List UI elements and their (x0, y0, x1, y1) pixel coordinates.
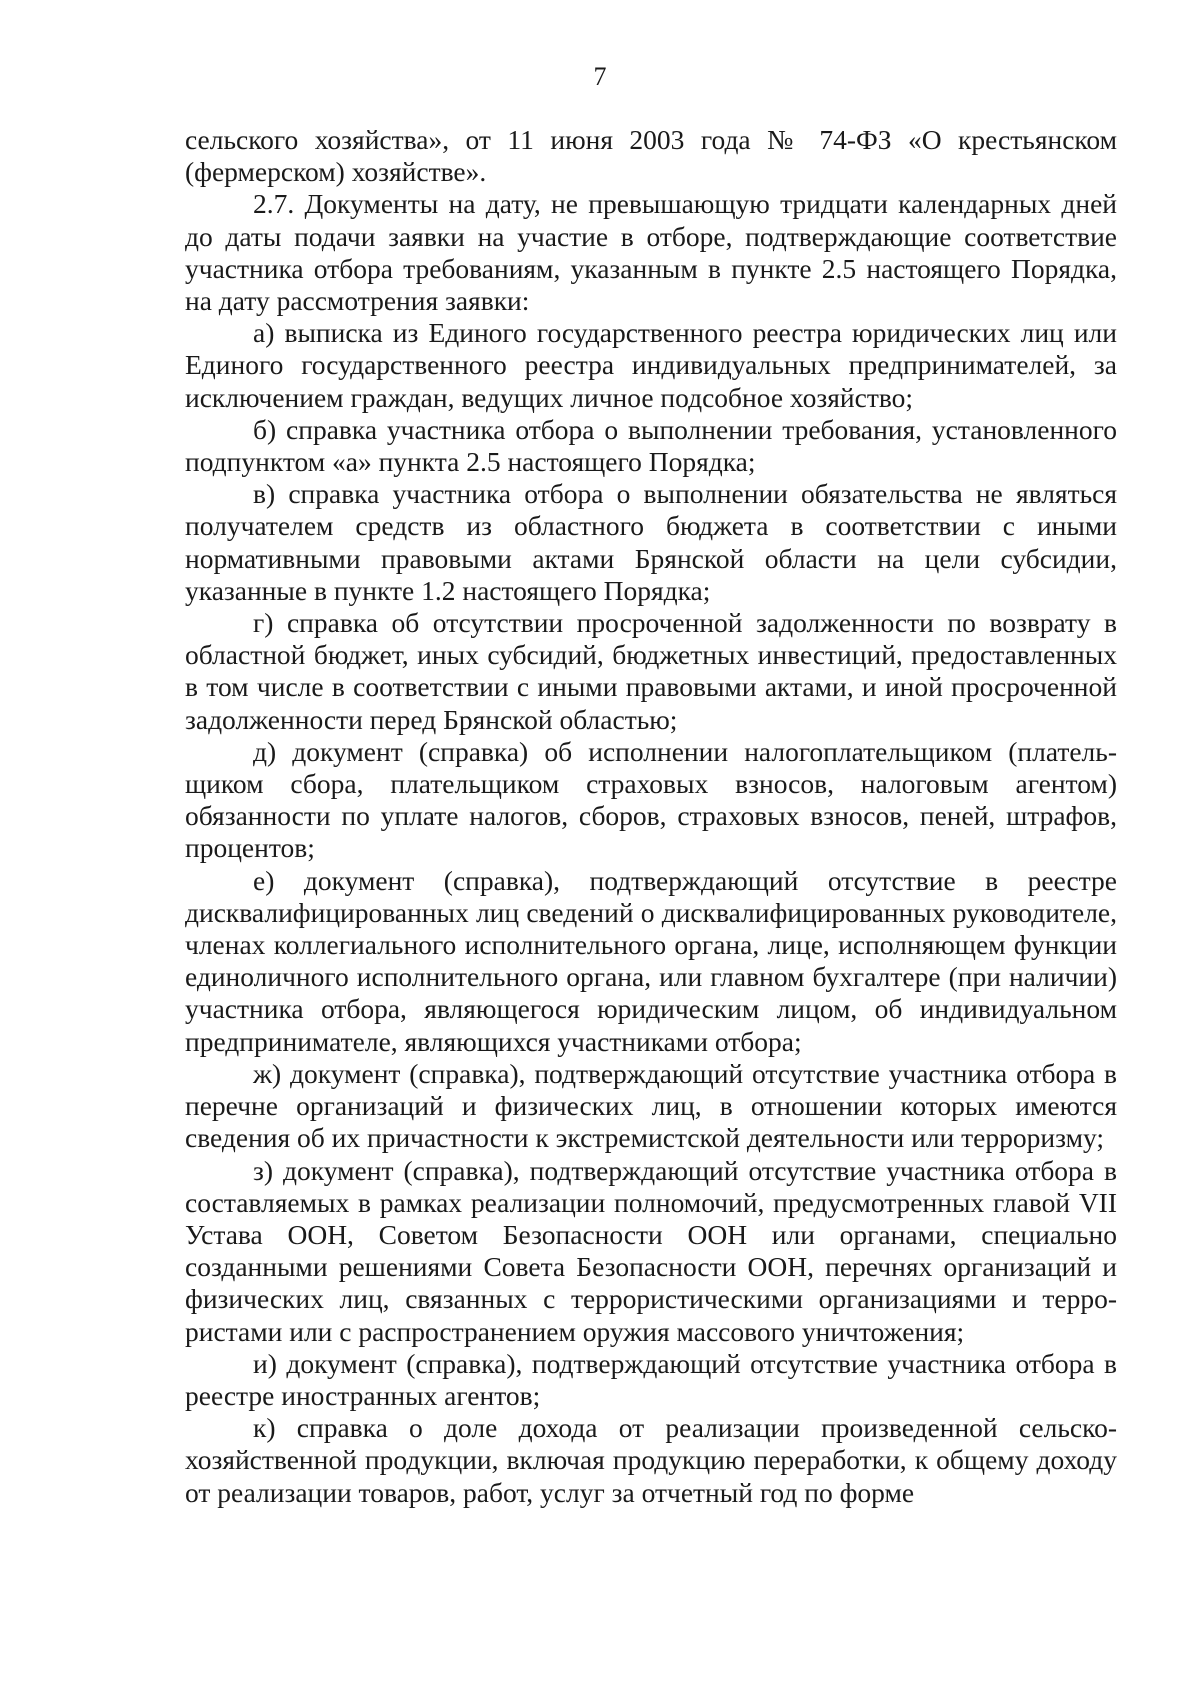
paragraph-item-v: в) справка участника отбора о выполнении обязательства не являться получателем средств из областного бюджета в соответствии с иными нормативными правовыми актами Брянской области на цели субсидии, указанные в пункте 1.2 настоящего Порядка; (185, 478, 1117, 606)
paragraph-item-zh: ж) документ (справка), подтверждающий отсутствие участника отбора в перечне организаций и физических лиц, в отношении которых имеются сведения об их причастности к экстремистской деятельности или терроризму; (185, 1057, 1117, 1154)
paragraph-item-g: г) справка об отсутствии просроченной задолженности по возврату в областной бюджет, иных субсидий, бюджетных инвестиций, предоставленных в том числе в соответствии с иными правовыми актами, и иной просроченной задолженности перед Брянской областью; (185, 607, 1117, 735)
paragraph-item-d: д) документ (справка) об исполнении налогоплательщиком (плательщиком сбора, плательщиком страховых взносов, налоговым агентом) обязанности по уплате налогов, сборов, страховых взносов, пеней, штрафов, процентов; (185, 735, 1117, 864)
paragraph-item-a: а) выписка из Единого государственного реестра юридических лиц или Единого государственного реестра индивидуальных предпринимателей, за исключением граждан, ведущих личное подсобное хозяйство; (185, 317, 1117, 413)
paragraph-2-7: 2.7. Документы на дату, не превышающую тридцати календарных дней до даты подачи заявки на участие в отборе, подтверждающие соответствие участника отбора требованиям, указанным в пункте 2.5 настоящего Порядка, на дату рассмотрения заявки: (185, 188, 1117, 317)
paragraph-continuation: сельского хозяйства», от 11 июня 2003 года № 74-ФЗ «О крестьянском (фермерском) хозяйстве». (185, 124, 1117, 188)
page-number: 7 (593, 62, 607, 91)
paragraph-item-e: е) документ (справка), подтверждающий отсутствие в реестре дисквалифицированных лиц сведений о дисквалифицированных руководителе, членах коллегиального исполнительного органа, лице, исполняющем функции единоличного исполнительного органа, или главном бухгалтере (при наличии) участника отбора, являющегося юридическим лицом, об индивидуальном предпринимателе, являющихся участниками отбора; (185, 864, 1117, 1057)
paragraph-item-k: к) справка о доле дохода от реализации произведенной сельскохозяйственной продукции, включая продукцию переработки, к общему доходу от реализации товаров, работ, услуг за отчетный год по форме (185, 1412, 1117, 1508)
paragraph-item-z: з) документ (справка), подтверждающий отсутствие участника отбора в составляемых в рамках реализации полномочий, предусмотренных главой VII Устава ООН, Советом Безопасности ООН или органами, специально созданными решениями Совета Безопасности ООН, перечнях организаций и физических лиц, связанных с террористическими организациями и террористами или с распространением оружия массового уничтожения; (185, 1154, 1117, 1347)
paragraph-item-b: б) справка участника отбора о выполнении требования, установленного подпунктом «а» пункта 2.5 настоящего Порядка; (185, 413, 1117, 478)
paragraph-item-i: и) документ (справка), подтверждающий отсутствие участника отбора в реестре иностранных агентов; (185, 1347, 1117, 1411)
document-body (185, 124, 1117, 1509)
